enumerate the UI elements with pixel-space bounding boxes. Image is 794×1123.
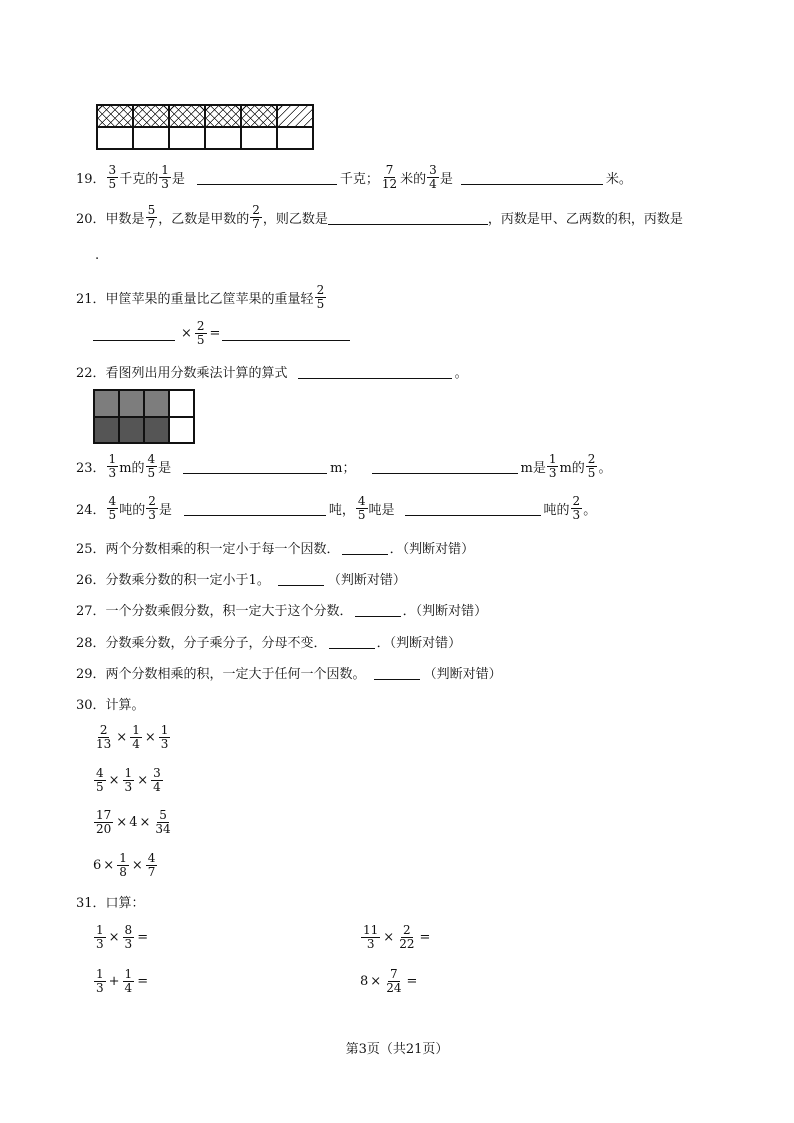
grid-cell-empty	[277, 127, 313, 149]
mental-calc-1	[93, 922, 150, 952]
equals-sign: =	[406, 973, 418, 989]
equals-sign: =	[137, 973, 149, 989]
answer-blank[interactable]	[355, 602, 401, 617]
fraction: $\frac{8}{3}$	[124, 922, 133, 951]
grid-cell-crosshatch	[241, 105, 277, 127]
question-text: 一个分数乘假分数，积一定大于这个分数．	[105, 603, 353, 619]
question-text: ，则乙数是	[262, 211, 328, 227]
question-text: （判断对错）	[423, 666, 502, 682]
mental-calc-3	[93, 966, 150, 996]
answer-blank[interactable]	[328, 210, 488, 225]
question-text: 分数乘分数，分子乘分子，分母不变．	[105, 635, 327, 651]
answer-blank[interactable]	[197, 170, 337, 185]
times-sign: ×	[116, 814, 128, 830]
plus-sign: +	[108, 973, 120, 989]
question-20	[76, 202, 683, 232]
question-text: 吨的	[543, 502, 570, 518]
fraction: $\frac{2}{5}$	[316, 282, 325, 311]
equals-sign: =	[419, 929, 431, 945]
question-23	[76, 451, 611, 481]
fraction: $\frac{2}{7}$	[252, 202, 260, 231]
question-31	[76, 886, 145, 916]
fraction: $\frac{1}{3}$	[160, 722, 169, 751]
grid-cell-shaded-light	[119, 390, 144, 417]
question-number: 25．	[76, 541, 106, 557]
shaded-rectangle-figure	[93, 389, 195, 444]
answer-blank[interactable]	[298, 364, 452, 379]
question-26	[76, 563, 406, 593]
question-text: ．（判断对错）	[402, 603, 488, 619]
fraction: $\frac{2}{13}$	[96, 722, 112, 751]
grid-cell-crosshatch	[133, 105, 169, 127]
fraction: $\frac{2}{3}$	[148, 493, 156, 522]
question-24	[76, 493, 596, 523]
grid-cell-empty	[169, 390, 194, 417]
question-text: 。	[454, 365, 468, 381]
question-text: 计算。	[105, 697, 145, 713]
question-text: 甲数是	[105, 211, 145, 227]
fraction: $\frac{4}{7}$	[147, 850, 156, 879]
question-text: ，乙数是甲数的	[158, 211, 250, 227]
answer-blank[interactable]	[222, 326, 350, 341]
question-21	[76, 282, 327, 312]
whole-number: 4	[129, 814, 138, 830]
question-text: 千克；	[339, 171, 379, 187]
question-19	[76, 162, 632, 192]
fraction: $\frac{1}{3}$	[96, 922, 104, 951]
times-sign: ×	[139, 814, 151, 830]
fraction: $\frac{4}{5}$	[357, 493, 366, 522]
question-text: ．（判断对错）	[376, 635, 462, 651]
question-text: 口算：	[105, 895, 145, 911]
question-text: 吨，	[328, 502, 355, 518]
grid-cell-empty	[169, 417, 194, 444]
grid-cell-hatch	[277, 105, 313, 127]
question-29	[76, 657, 502, 687]
question-21-equation	[93, 318, 350, 348]
fraction: $\frac{2}{3}$	[572, 493, 581, 522]
question-text: 两个分数相乘的积，一定大于任何一个因数。	[105, 666, 366, 682]
fraction: $\frac{5}{34}$	[155, 807, 171, 836]
times-sign: ×	[116, 729, 128, 745]
question-text: m是	[520, 460, 546, 476]
fraction: $\frac{4}{5}$	[147, 451, 156, 480]
answer-blank[interactable]	[342, 540, 388, 555]
question-text: m的	[119, 460, 145, 476]
question-text: 吨的	[119, 502, 146, 518]
times-sign: ×	[383, 929, 395, 945]
fraction: $\frac{2}{5}$	[196, 318, 205, 347]
calc-expression-4	[93, 850, 158, 880]
fraction: $\frac{1}{8}$	[119, 850, 127, 879]
fraction: $\frac{3}{4}$	[429, 162, 437, 191]
question-text: ，丙数是甲、乙两数的积，丙数是	[487, 211, 683, 227]
question-text: 吨是	[368, 502, 395, 518]
grid-cell-shaded-light	[94, 390, 119, 417]
question-text: 分数乘分数的积一定小于1。	[105, 572, 270, 588]
grid-cell-crosshatch	[97, 105, 133, 127]
whole-number: 8	[360, 973, 369, 989]
grid-cell-empty	[241, 127, 277, 149]
grid-cell-shaded-dark	[119, 417, 144, 444]
fraction: $\frac{1}{3}$	[108, 451, 117, 480]
question-text: （判断对错）	[327, 572, 406, 588]
times-sign: ×	[131, 857, 143, 873]
fraction: $\frac{1}{3}$	[548, 451, 557, 480]
mental-calc-2	[360, 922, 432, 952]
calc-expression-3	[93, 807, 174, 837]
question-text: 是	[158, 460, 172, 476]
question-text: 米的	[400, 171, 427, 187]
question-text: ．（判断对错）	[389, 541, 475, 557]
fraction: $\frac{1}{3}$	[161, 162, 169, 191]
question-text: m的	[559, 460, 585, 476]
fraction: $\frac{2}{22}$	[399, 922, 415, 951]
question-text: 。	[583, 502, 597, 518]
fraction: $\frac{1}{3}$	[96, 966, 104, 995]
fraction: $\frac{1}{4}$	[124, 966, 133, 995]
question-22	[76, 356, 468, 386]
question-text: 米。	[605, 171, 632, 187]
question-number: 22．	[76, 365, 106, 381]
times-sign: ×	[144, 729, 156, 745]
question-text: 是	[158, 502, 172, 518]
fraction: $\frac{1}{4}$	[132, 722, 140, 751]
grid-cell-shaded-light	[144, 390, 169, 417]
question-text: 。	[598, 460, 612, 476]
grid-cell-crosshatch	[169, 105, 205, 127]
question-text: 两个分数相乘的积一定小于每一个因数．	[105, 541, 340, 557]
grid-cell-empty	[97, 127, 133, 149]
fraction: $\frac{1}{3}$	[124, 765, 133, 794]
calc-expression-2	[93, 765, 164, 795]
fraction: $\frac{2}{5}$	[587, 451, 596, 480]
times-sign: ×	[103, 857, 115, 873]
fraction: $\frac{3}{5}$	[108, 162, 117, 191]
mental-calc-4	[360, 966, 419, 996]
question-text: 是	[439, 171, 453, 187]
question-number: 23．	[76, 460, 106, 476]
question-number: 29．	[76, 666, 106, 682]
answer-blank[interactable]	[183, 459, 327, 474]
grid-cell-empty	[169, 127, 205, 149]
question-number: 27．	[76, 603, 106, 619]
equals-sign: =	[209, 325, 221, 341]
question-text: 是	[171, 171, 185, 187]
calc-expression-1	[93, 722, 171, 752]
shaded-grid-figure	[96, 104, 314, 150]
answer-blank[interactable]	[278, 571, 324, 586]
question-continuation: .	[95, 248, 100, 263]
question-number: 31．	[76, 895, 106, 911]
question-number: 21．	[76, 291, 106, 307]
fraction: $\frac{5}{7}$	[147, 202, 156, 231]
question-text: 看图列出用分数乘法计算的算式	[105, 365, 288, 381]
fraction: $\frac{3}{4}$	[153, 765, 161, 794]
question-number: 24．	[76, 502, 106, 518]
grid-cell-shaded-dark	[144, 417, 169, 444]
fraction: $\frac{7}{24}$	[386, 966, 402, 995]
grid-cell-empty	[133, 127, 169, 149]
question-28	[76, 626, 461, 656]
answer-blank[interactable]	[184, 501, 326, 516]
equals-sign: =	[137, 929, 149, 945]
question-number: 26．	[76, 572, 106, 588]
times-sign: ×	[108, 929, 120, 945]
answer-blank[interactable]	[374, 665, 420, 680]
answer-blank[interactable]	[93, 326, 175, 341]
fraction: $\frac{17}{20}$	[96, 807, 112, 836]
fraction: $\frac{11}{3}$	[363, 922, 379, 951]
times-sign: ×	[370, 973, 382, 989]
question-number: 20．	[76, 211, 106, 227]
question-text: 甲筐苹果的重量比乙筐苹果的重量轻	[105, 291, 314, 307]
question-text: 千克的	[119, 171, 159, 187]
question-30	[76, 688, 145, 718]
grid-cell-shaded-dark	[94, 417, 119, 444]
question-number: 30．	[76, 697, 106, 713]
answer-blank[interactable]	[372, 459, 518, 474]
answer-blank[interactable]	[405, 501, 541, 516]
answer-blank[interactable]	[329, 634, 375, 649]
grid-cell-empty	[205, 127, 241, 149]
grid-cell-crosshatch	[205, 105, 241, 127]
page-footer: 第3页（共21页）	[345, 1042, 449, 1057]
question-number: 28．	[76, 635, 106, 651]
times-sign: ×	[181, 325, 192, 341]
times-sign: ×	[108, 772, 120, 788]
answer-blank[interactable]	[461, 170, 603, 185]
question-27	[76, 594, 487, 624]
question-text: m；	[330, 460, 356, 476]
question-25	[76, 532, 474, 562]
question-number: 19．	[76, 171, 106, 187]
fraction: $\frac{7}{12}$	[381, 162, 398, 191]
fraction: $\frac{4}{5}$	[96, 765, 104, 794]
whole-number: 6	[93, 857, 102, 873]
fraction: $\frac{4}{5}$	[108, 493, 117, 522]
times-sign: ×	[137, 772, 149, 788]
